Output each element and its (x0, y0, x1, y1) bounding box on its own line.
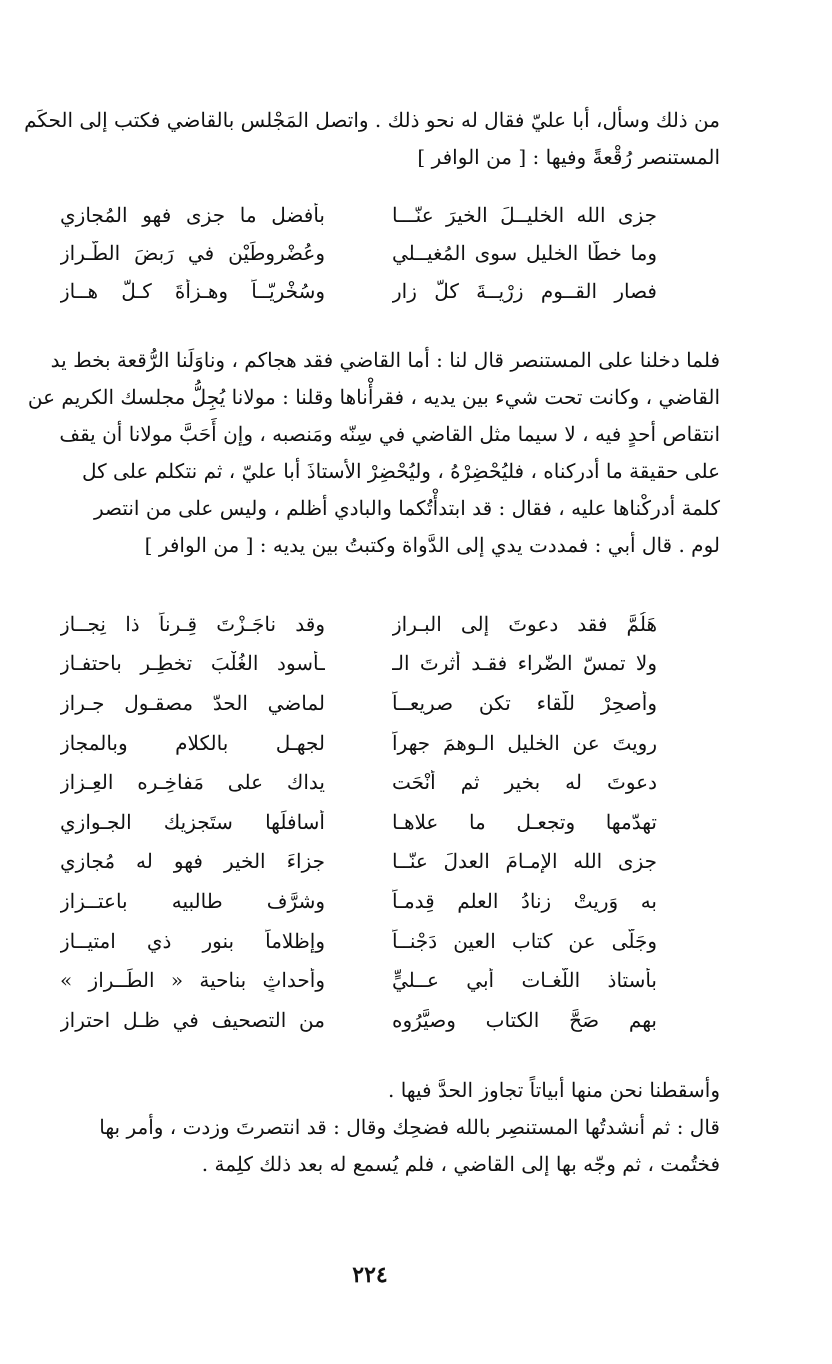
verse-second-hemistich: يداك على مَفاخِـره العِـزاز (60, 770, 325, 795)
verse-second-hemistich: وأحداثٍ بناحية « الطِّــراز » (60, 968, 325, 993)
verse-line (60, 881, 657, 921)
poem-2 (60, 604, 657, 1040)
verse-line (60, 604, 657, 644)
verse-line (60, 802, 657, 842)
paragraph-2 (10, 342, 720, 564)
verse-second-hemistich: وقد ناجَـزْتَ قِـرناً ذا نِجــاز (60, 611, 325, 636)
text-line: فلما دخلنا على المستنصر قال لنا : أما القاضي فقد هجاكم ، وناوَلَنا الرُّقعة بخط يد (50, 348, 720, 372)
verse-first-hemistich: فصار القــوم زِرْيــةَ كلّ زارٍ (392, 279, 657, 303)
paragraph-3 (10, 1072, 720, 1183)
text-line: قال : ثم أنشدتُها المستنصِر بالله فضحِك وقال : قد انتصرتَ وزدت ، وأمر بها (99, 1115, 720, 1139)
verse-first-hemistich: وجَلّى عن كتاب العين دَجْنــاً (392, 928, 657, 953)
text-line: انتقاص أحدٍ فيه ، لا سيما مثل القاضي في سِنّه ومَنصبه ، وإن أَحَبَّ مولانا أن يقف (59, 422, 720, 446)
text-line: كلمة أدركْناها عليه ، فقال : قد ابتدأْتُكما والبادي أظلم ، وليس على من انتصر (93, 496, 720, 520)
verse-second-hemistich: أسافلَها ستَجزيك الجـوازي (60, 809, 325, 834)
text-line: فختُمت ، ثم وجّه بها إلى القاضي ، فلم يُسمع له بعد ذلك كلِمة . (201, 1152, 720, 1176)
verse-second-hemistich: وإظلاماً بنور ذي امتيــاز (60, 928, 325, 953)
text-line: وأسقطنا نحن منها أبياتاً تجاوز الحدَّ فيها . (387, 1078, 720, 1102)
verse-second-hemistich: لجهـلِ بالكلام وبالمجاز (60, 730, 325, 755)
verse-first-hemistich: وما خطّا الخليل سوى المُغيــلي (392, 241, 657, 265)
verse-first-hemistich: به وَرِيتْ زنادُ العلم قِدمـاً (392, 888, 657, 913)
verse-first-hemistich: وأصحِرْ للّقاء تكن صريعــاً (392, 690, 657, 715)
text-line: القاضي ، وكانت تحت شيء بين يديه ، فقرأْناها وقلنا : مولانا يُجِلُّ مجلسك الكريم عن (27, 385, 720, 409)
verse-line (60, 723, 657, 763)
poem-1 (60, 196, 657, 310)
verse-first-hemistich: هَلُمَّ فقد دعوتَ إلى البـراز (392, 611, 657, 636)
verse-second-hemistich: وشرَّف طالبيه باعتــزاز (60, 888, 325, 913)
verse-second-hemistich: جزاءَ الخير فهو له مُجازي (60, 849, 325, 874)
verse-line (60, 1000, 657, 1040)
text-line: على حقيقة ما أدركناه ، فليُحْضِرْهُ ، وليُحْضِرْ الأستاذَ أبا عليّ ، ثم نتكلم على كل (82, 459, 720, 483)
paragraph-1 (10, 102, 720, 176)
verse-first-hemistich: ولا تمسّ الضّراء فقـد أثرتَ الـ (392, 651, 657, 676)
verse-second-hemistich: وسُخْريّــاً وهـزأةَ كـلّ هــازِ (60, 279, 325, 303)
verse-first-hemistich: بأستاذ اللُّغـات أبي عــليٍّ (392, 968, 657, 993)
verse-second-hemistich: من التصحيف في ظـل احتراز (60, 1007, 325, 1032)
verse-line (60, 842, 657, 882)
verse-first-hemistich: جزى الله الخليــلَ الخيرَ عنّـــا (392, 203, 657, 227)
verse-line (60, 196, 657, 234)
verse-line (60, 762, 657, 802)
verse-second-hemistich: بأفضل ما جزى فهو المُجازي (60, 203, 325, 227)
verse-line (60, 921, 657, 961)
verse-line (60, 960, 657, 1000)
verse-second-hemistich: لماضي الحدّ مصقـول جـراز (60, 690, 325, 715)
verse-first-hemistich: جزى الله الإمـامَ العدلَ عنّــا (392, 849, 657, 874)
verse-first-hemistich: بهم صَحَّ الكتاب وصيَّرُوه (392, 1007, 657, 1032)
verse-line (60, 683, 657, 723)
verse-line (60, 272, 657, 310)
verse-first-hemistich: دعوتَ له بخير ثم أنْحَت (392, 770, 657, 795)
verse-line (60, 234, 657, 272)
verse-second-hemistich: ـأسود الغُلْبَ تخطِـر باحتفـاز (60, 651, 325, 676)
verse-line (60, 644, 657, 684)
text-line: المستنصر رُقْعةً وفيها : [ من الوافر ] (417, 145, 720, 169)
verse-second-hemistich: وعُضْروطَيْن في رَبضَ الطّـراز (60, 241, 325, 265)
text-line: من ذلك وسأل، أبا عليّ فقال له نحو ذلك . واتصل المَجْلس بالقاضي فكتب إلى الحكَم (24, 108, 720, 132)
text-line: لوم . قال أبي : فمددت يدي إلى الدَّواة وكتبتُ بين يديه : [ من الوافر ] (144, 533, 720, 557)
verse-first-hemistich: رويتَ عن الخليل الـوهمَ جهراً (392, 730, 657, 755)
verse-first-hemistich: تهدّمها وتجعـل ما علاهـا (392, 809, 657, 834)
page-number: ٢٢٤ (352, 1262, 388, 1288)
